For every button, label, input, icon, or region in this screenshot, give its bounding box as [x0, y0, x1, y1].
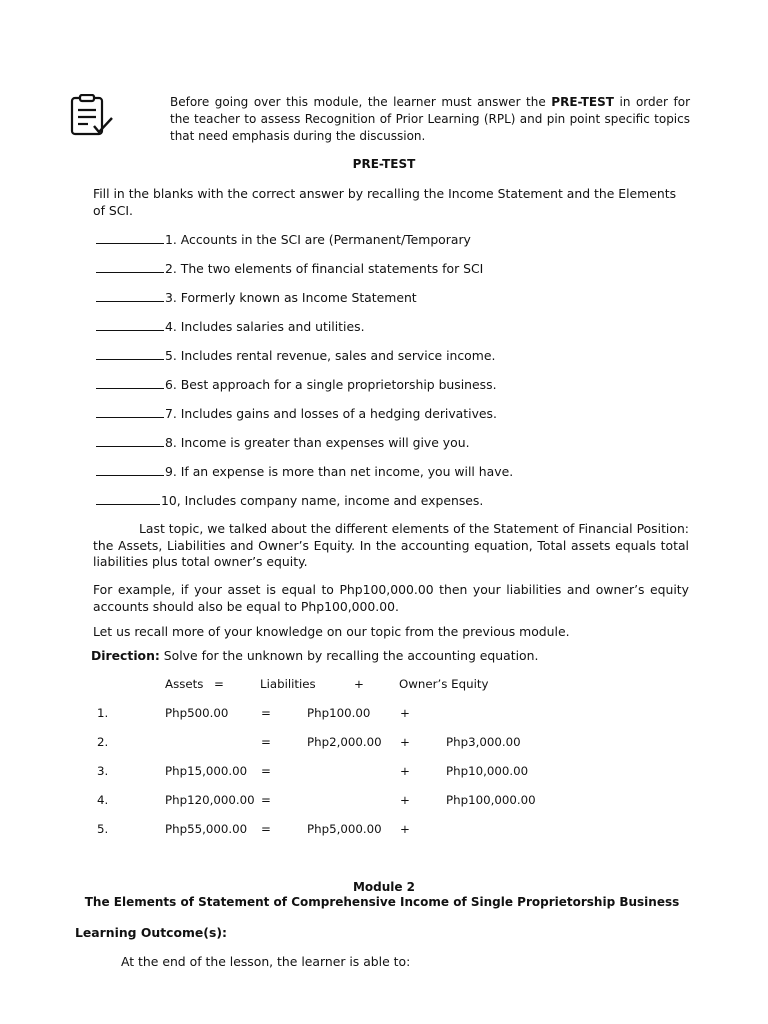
header-assets: Assets	[165, 677, 204, 691]
pretest-item: 10, Includes company name, income and expenses.	[96, 492, 483, 508]
answer-blank[interactable]	[96, 347, 164, 360]
equity-cell: Php3,000.00	[446, 735, 521, 749]
clipboard-check-icon	[68, 94, 116, 140]
equity-cell: Php100,000.00	[446, 793, 536, 807]
intro-text: Before going over this module, the learner must answer the	[170, 95, 552, 109]
row-number: 4.	[97, 793, 109, 807]
eq-cell: =	[261, 764, 271, 778]
intro-text-2: in order for the teacher to assess Recognition of Prior Learning (RPL) and pin point specific topics that need emphasis during the discussion.	[170, 95, 691, 143]
liabilities-cell: Php100.00	[307, 706, 371, 720]
pretest-instruction: Fill in the blanks with the correct answer by recalling the Income Statement and the Elements of SCI.	[93, 186, 677, 218]
plus-cell: +	[400, 822, 410, 836]
direction-text: Solve for the unknown by recalling the accounting equation.	[159, 648, 539, 663]
pretest-item: 9. If an expense is more than net income, you will have.	[96, 463, 513, 479]
answer-blank[interactable]	[96, 492, 160, 505]
pretest-item: 8. Income is greater than expenses will give you.	[96, 434, 470, 450]
answer-blank[interactable]	[96, 318, 164, 331]
learning-outcome-intro: At the end of the lesson, the learner is able to:	[121, 954, 411, 969]
module-label: Module 2	[352, 880, 416, 894]
liabilities-cell: Php5,000.00	[307, 822, 382, 836]
eq-cell: =	[261, 706, 271, 720]
assets-cell: Php500.00	[165, 706, 229, 720]
pretest-item: 4. Includes salaries and utilities.	[96, 318, 365, 334]
row-number: 2.	[97, 735, 109, 749]
learning-outcome-label: Learning Outcome(s):	[75, 925, 227, 940]
liabilities-cell: Php2,000.00	[307, 735, 382, 749]
header-equity: Owner’s Equity	[399, 677, 489, 691]
pretest-item: 6. Best approach for a single proprietorship business.	[96, 376, 497, 392]
header-liabilities: Liabilities	[260, 677, 316, 691]
pretest-item: 7. Includes gains and losses of a hedging derivatives.	[96, 405, 497, 421]
plus-cell: +	[400, 793, 410, 807]
assets-cell: Php120,000.00	[165, 793, 255, 807]
recall-paragraph: Let us recall more of your knowledge on our topic from the previous module.	[93, 624, 570, 639]
plus-cell: +	[400, 706, 410, 720]
equity-cell: Php10,000.00	[446, 764, 529, 778]
answer-blank[interactable]	[96, 434, 164, 447]
pretest-item: 1. Accounts in the SCI are (Permanent/Temporary	[96, 231, 471, 247]
plus-cell: +	[400, 764, 410, 778]
eq-cell: =	[261, 793, 271, 807]
eq-cell: =	[261, 822, 271, 836]
recap-paragraph: Last topic, we talked about the different elements of the Statement of Financial Position: the Assets, Liabilities and Owner’s Equity. In the accounting equation, Total assets equals total liabilities plus total owner’s equity.	[93, 521, 689, 569]
pretest-item: 2. The two elements of financial statements for SCI	[96, 260, 483, 276]
answer-blank[interactable]	[96, 260, 164, 273]
row-number: 3.	[97, 764, 109, 778]
assets-cell: Php15,000.00	[165, 764, 248, 778]
row-number: 5.	[97, 822, 109, 836]
assets-cell: Php55,000.00	[165, 822, 248, 836]
pretest-item: 3. Formerly known as Income Statement	[96, 289, 417, 305]
direction-label: Direction:	[91, 648, 160, 663]
row-number: 1.	[97, 706, 109, 720]
header-eq: =	[214, 677, 224, 691]
intro-bold: PRE-TEST	[551, 95, 614, 109]
answer-blank[interactable]	[96, 231, 164, 244]
pretest-item: 5. Includes rental revenue, sales and service income.	[96, 347, 495, 363]
header-plus: +	[354, 677, 364, 691]
answer-blank[interactable]	[96, 463, 164, 476]
plus-cell: +	[400, 735, 410, 749]
intro-paragraph	[170, 94, 690, 145]
pretest-title: PRE-TEST	[352, 157, 416, 171]
answer-blank[interactable]	[96, 376, 164, 389]
module-title: The Elements of Statement of Comprehensive Income of Single Proprietorship Business	[84, 895, 680, 909]
example-paragraph: For example, if your asset is equal to Php100,000.00 then your liabilities and owner’s equity accounts should also be equal to Php100,000.00.	[93, 582, 689, 614]
answer-blank[interactable]	[96, 289, 164, 302]
eq-cell: =	[261, 735, 271, 749]
answer-blank[interactable]	[96, 405, 164, 418]
direction-line	[91, 648, 691, 665]
